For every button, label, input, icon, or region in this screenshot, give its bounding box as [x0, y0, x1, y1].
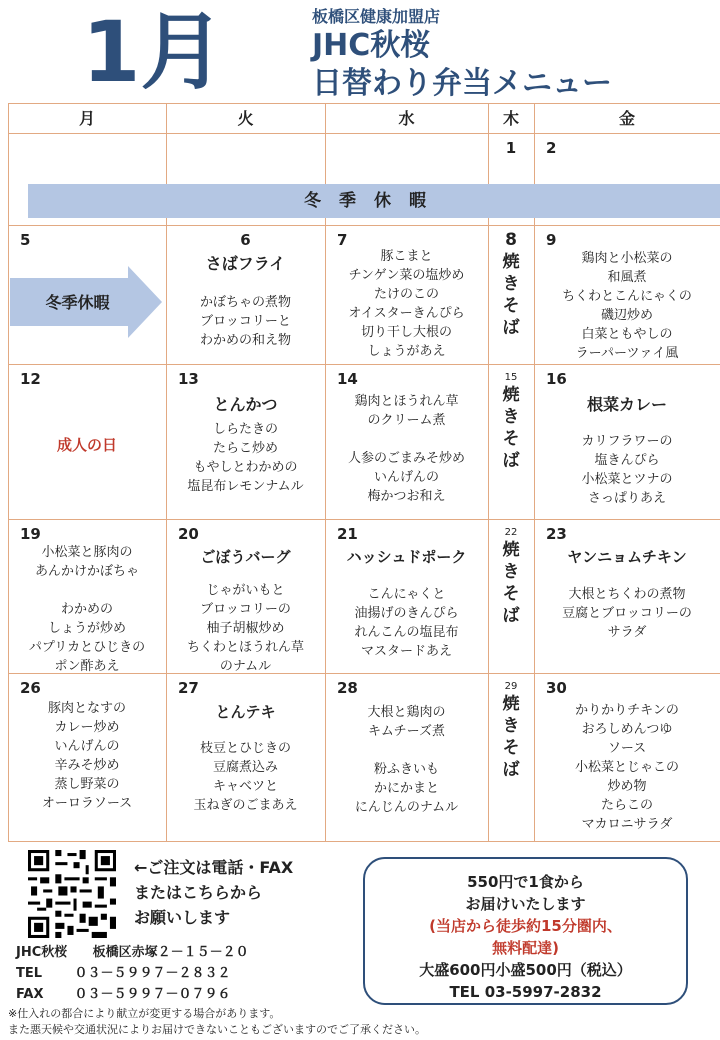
day-number: 5: [20, 231, 31, 249]
main-dish: ハッシュドポーク: [346, 548, 467, 566]
disclaimer-notes: ※仕入れの都合により献立が変更する場合があります。 また悪天候や交通状況によりお届けできないこともございますのでご了承ください。: [8, 1007, 426, 1036]
day-number: 20: [178, 525, 199, 543]
yakisoba: 8 焼 き そ ば: [502, 230, 520, 338]
day-cell: [488, 673, 534, 841]
side-dishes: かぼちゃの煮物 ブロッコリーと わかめの和え物: [199, 295, 291, 348]
day-number: 28: [337, 679, 358, 697]
day-cell: [8, 519, 166, 673]
day-number: 2: [546, 139, 557, 157]
price-line: 550円で1食から: [467, 873, 584, 891]
delivery-info-box: [363, 857, 688, 1005]
side-dishes: 枝豆とひじきの 豆腐煮込み キャベツと 玉ねぎのごまあえ: [193, 741, 298, 813]
tel-number[interactable]: ０３－５９９７－２８３２: [74, 966, 231, 981]
day-cell: [488, 225, 534, 364]
day-cell: [488, 364, 534, 519]
weekday-thu: 木: [502, 109, 519, 128]
side-dishes: 大根とちくわの煮物 豆腐とブロッコリーの サラダ: [562, 587, 692, 640]
winter-holiday-banner: 冬季休暇: [28, 184, 720, 218]
delivery-area-line: (当店から徒歩約15分圏内、: [429, 917, 622, 935]
day-number: 19: [20, 525, 41, 543]
day-cell: [325, 225, 488, 364]
day-number: 26: [20, 679, 41, 697]
yakisoba: 22 焼 き そ ば: [502, 527, 520, 626]
day-cell: [166, 225, 325, 364]
day-number: 14: [337, 370, 358, 388]
main-dish: とんかつ: [213, 395, 278, 414]
winter-holiday-label: 冬季休暇: [45, 293, 110, 312]
holiday-label: 成人の日: [56, 436, 117, 454]
day-cell: [166, 364, 325, 519]
shop-name: JHC秋桜: [16, 945, 68, 960]
side-dishes: 大根と鶏肉の キムチーズ煮 粉ふきいも かにかまと にんじんのナムル: [354, 705, 459, 815]
weekday-fri: 金: [618, 109, 635, 128]
main-dish: とんテキ: [215, 703, 276, 721]
main-dish: さばフライ: [205, 254, 286, 273]
shop-info: [16, 942, 249, 1005]
day-cell: [325, 673, 488, 841]
day-number: 9: [546, 231, 557, 249]
day-number: 13: [178, 370, 199, 388]
day-cell: [166, 519, 325, 673]
fax-number: ０３－５９９７－０７９６: [74, 987, 231, 1002]
store-name: JHC秋桜: [312, 28, 431, 63]
yakisoba: 15 焼 き そ ば: [502, 372, 520, 471]
day-cell: [534, 225, 720, 364]
day-cell: [325, 364, 488, 519]
day-cell: [534, 364, 720, 519]
size-price-line: 大盛600円小盛500円（税込）: [419, 961, 632, 979]
day-number: 1: [505, 139, 517, 157]
day-number: 16: [546, 370, 567, 388]
weekday-tue: 火: [237, 109, 254, 128]
yakisoba: 29 焼 き そ ば: [502, 681, 520, 780]
day-number: 23: [546, 525, 567, 543]
side-dishes: しらたきの たらこ炒め もやしとわかめの 塩昆布レモンナムル: [187, 422, 304, 494]
month-title: 1月: [82, 3, 225, 101]
main-dish: 根菜カレー: [586, 395, 667, 414]
day-number: 6: [240, 231, 251, 249]
shop-address: 板橋区赤塚２－１５－２０: [92, 945, 249, 960]
day-number: 12: [20, 370, 41, 388]
day-cell: [534, 673, 720, 841]
contact-tel[interactable]: TEL 03-5997-2832: [449, 983, 602, 1001]
day-number: 7: [337, 231, 348, 249]
qr-code-icon[interactable]: [28, 850, 116, 938]
day-cell: [166, 673, 325, 841]
side-dishes: じゃがいもと ブロッコリーの 柚子胡椒炒め ちくわとほうれん草 のナムル: [186, 583, 304, 674]
free-delivery-line: 無料配達): [492, 939, 559, 957]
weekday-mon: 月: [78, 109, 95, 128]
tel-label: TEL: [16, 966, 43, 981]
day-cell: [488, 519, 534, 673]
delivery-line: お届けいたします: [465, 895, 586, 913]
day-number: 21: [337, 525, 358, 543]
side-dishes: 鶏肉とほうれん草 のクリーム煮 人参のごまみそ炒め いんげんの 梅かつお和え: [347, 394, 465, 504]
side-dishes: かりかりチキンの おろしめんつゆ ソース 小松菜とじゃこの 炒め物 たらこの マカロニサラダ: [574, 703, 679, 832]
day-number: 27: [178, 679, 199, 697]
weekday-wed: 水: [398, 109, 415, 128]
day-cell: [325, 519, 488, 673]
order-instructions: ←ご注文は電話・FAX またはこちらから お願いします: [134, 858, 294, 927]
side-dishes: 豚こまと チンゲン菜の塩炒め たけのこの オイスターきんぴら 切り干し大根の しょうがあえ: [348, 249, 465, 359]
day-number: 30: [546, 679, 567, 697]
side-dishes: 小松菜と豚肉の あんかけかぼちゃ わかめの しょうが炒め パプリカとひじきの ポン酢あえ: [28, 545, 146, 674]
side-dishes: 鶏肉と小松菜の 和風煮 ちくわとこんにゃくの 磯辺炒め 白菜ともやしの ラーパーツァイ風: [562, 251, 692, 361]
day-cell: [534, 519, 720, 673]
menu-title: 日替わり弁当メニュー: [312, 66, 612, 101]
side-dishes: 豚肉となすの カレー炒め いんげんの 辛みそ炒め 蒸し野菜の オーロラソース: [41, 701, 133, 811]
store-subtitle: 板橋区健康加盟店: [312, 7, 441, 26]
fax-label: FAX: [16, 987, 44, 1002]
side-dishes: こんにゃくと 油揚げのきんぴら れんこんの塩昆布 マスタードあえ: [354, 587, 459, 659]
side-dishes: カリフラワーの 塩きんぴら 小松菜とツナの さっぱりあえ: [581, 434, 673, 506]
main-dish: ごぼうバーグ: [200, 548, 291, 566]
main-dish: ヤンニョムチキン: [567, 548, 687, 566]
day-cell: [8, 673, 166, 841]
